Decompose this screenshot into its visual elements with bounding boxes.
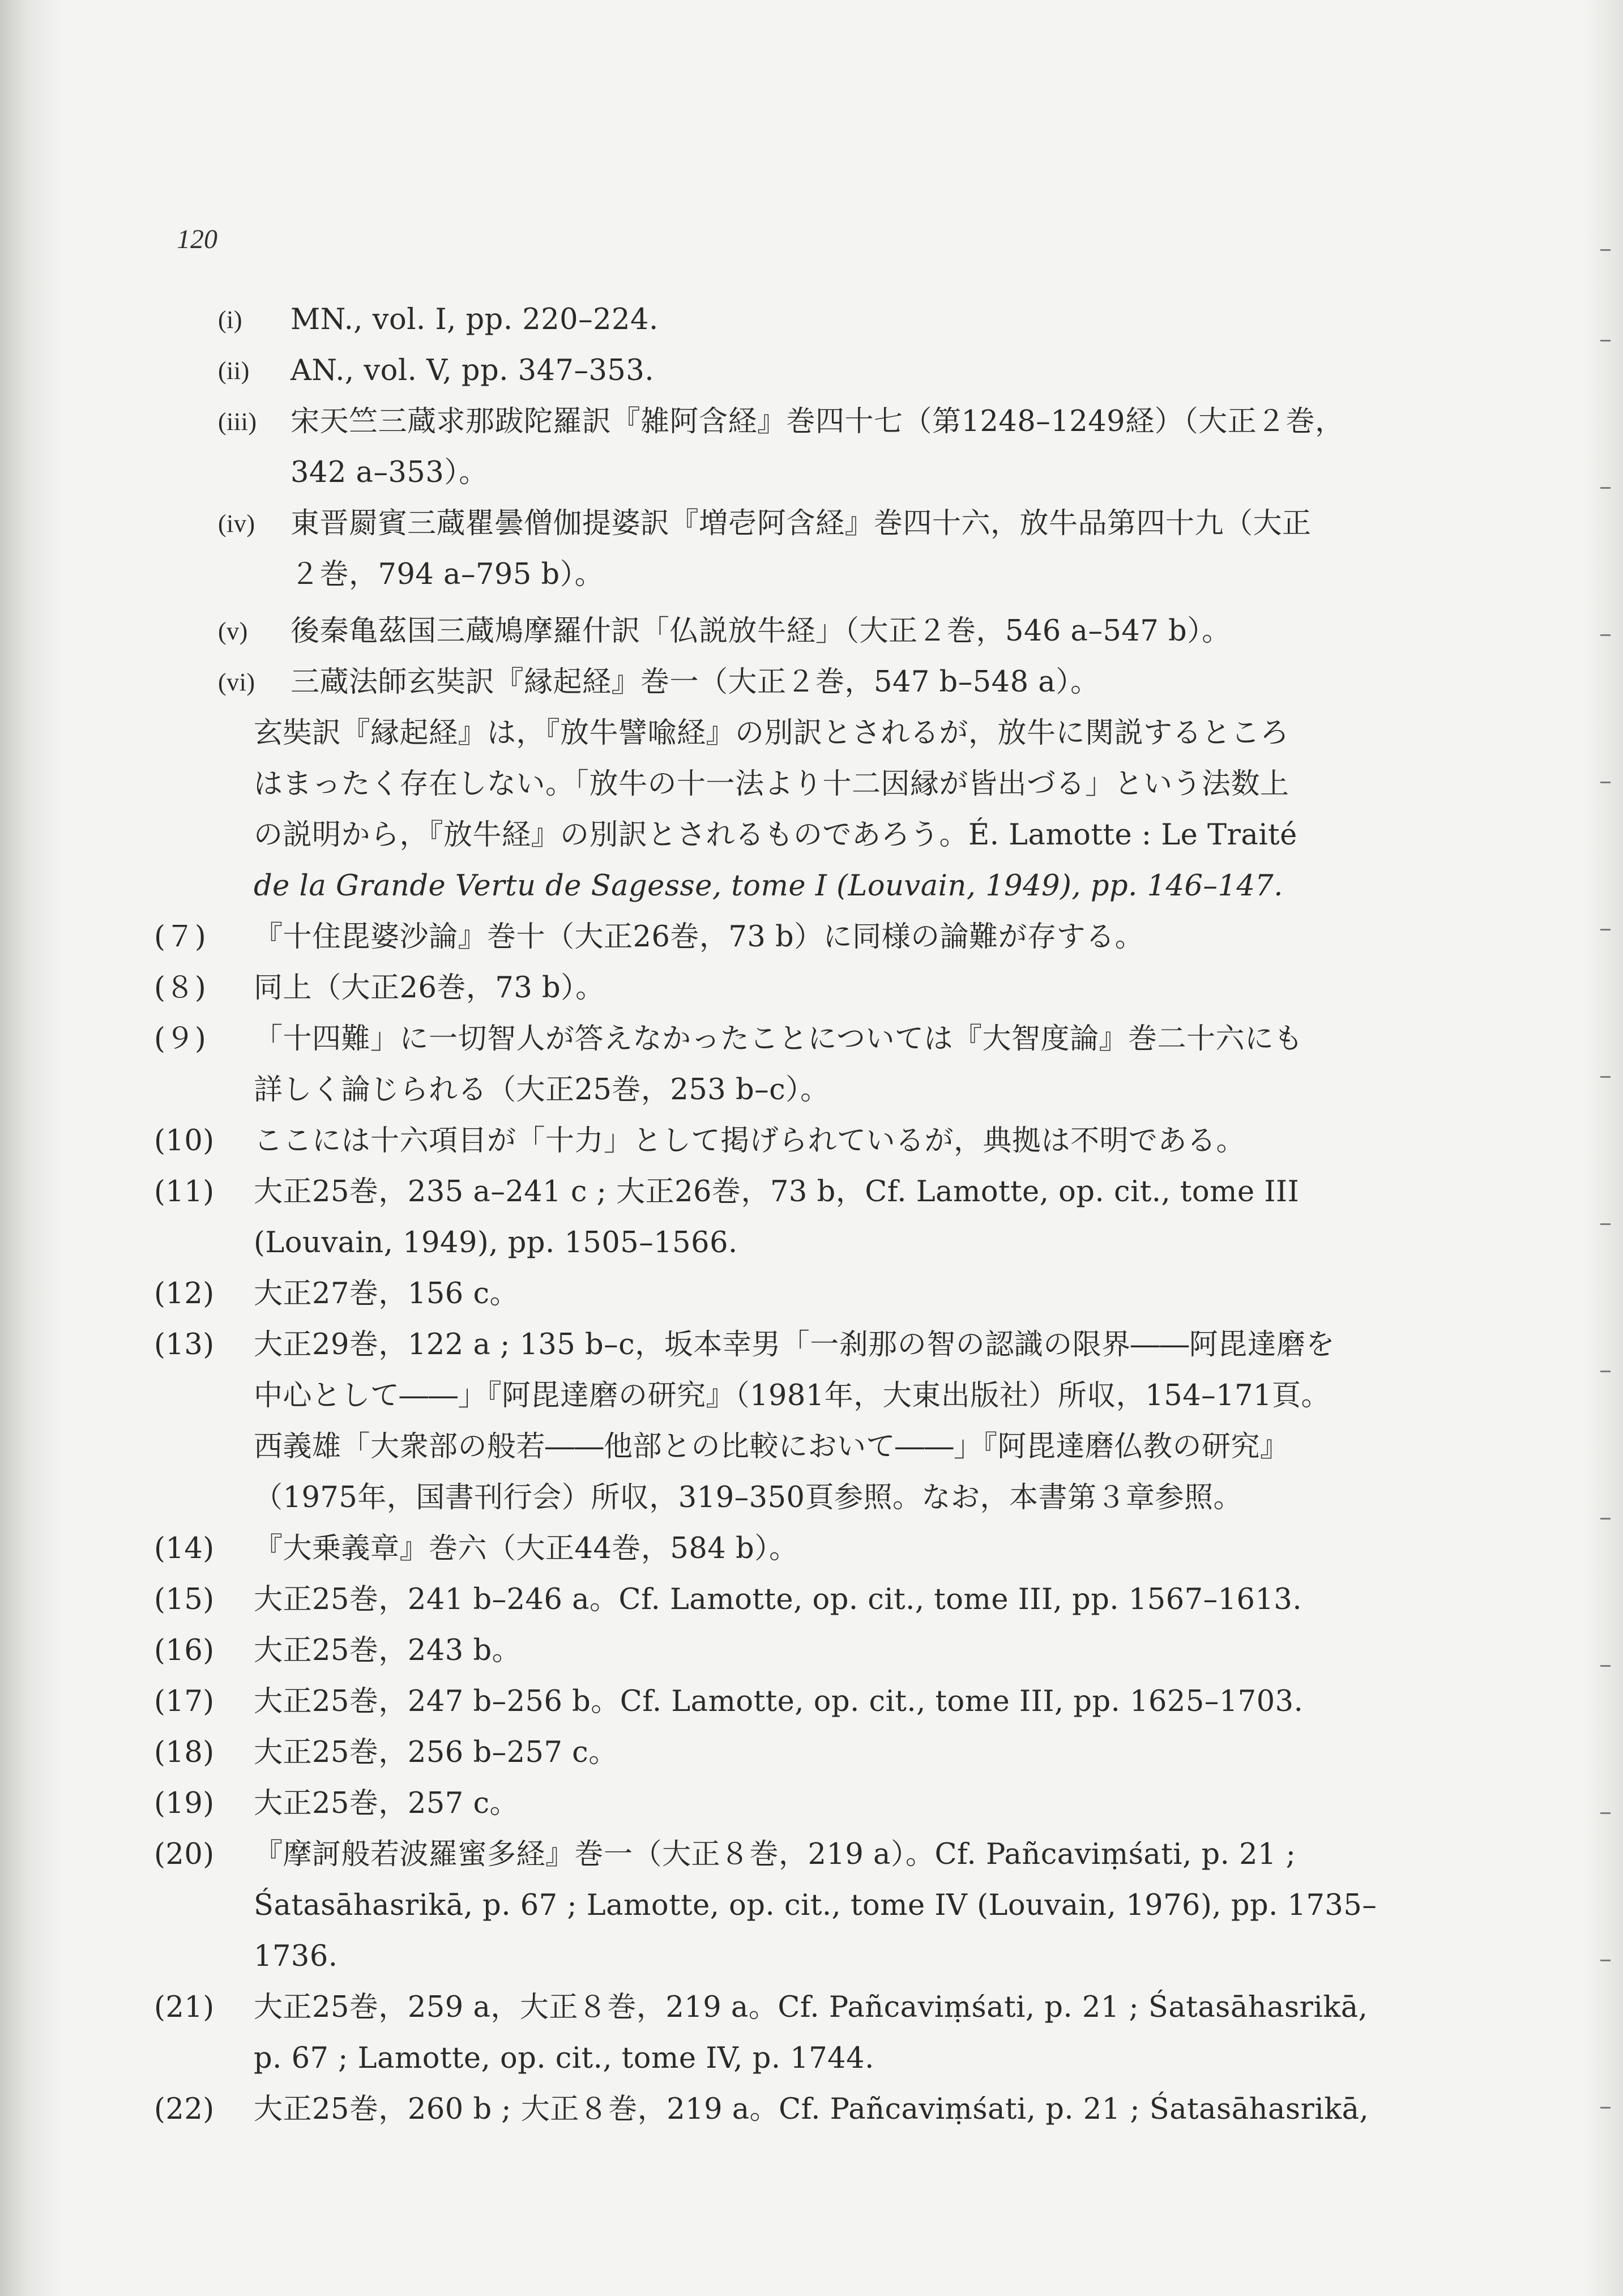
note-label: (v) (218, 617, 248, 645)
paragraph-line: 玄奘訳『縁起経』は，『放牛譬喩経』の別訳とされるが，放牛に関説するところ (254, 716, 1289, 750)
scan-shadow-left (0, 0, 62, 2296)
note-text-cont: p. 67 ; Lamotte, op. cit., tome IV, p. 1744. (254, 2042, 874, 2075)
note-label: (19) (154, 1787, 215, 1820)
note-text: 大正25巻，241 b–246 a。Cf. Lamotte, op. cit., tome III, pp. 1567–1613. (254, 1583, 1302, 1616)
note-text: 三蔵法師玄奘訳『縁起経』巻一（大正２巻，547 b–548 a）。 (291, 665, 1100, 699)
note-text: 『大乗義章』巻六（大正44巻，584 b）。 (254, 1532, 798, 1565)
note-text-cont: Śatasāhasrikā, p. 67 ; Lamotte, op. cit., tome IV (Louvain, 1976), pp. 1735– (254, 1889, 1377, 1922)
note-text-cont: (Louvain, 1949), pp. 1505–1566. (254, 1226, 738, 1260)
note-text: ここには十六項目が「十力」として掲げられているが，典拠は不明である。 (254, 1124, 1246, 1158)
note-text-cont: 中心として――」『阿毘達磨の研究』（1981年，大東出版社）所収，154–171頁。 (254, 1379, 1330, 1412)
paragraph-line: de la Grande Vertu de Sagesse, tome I (Louvain, 1949), pp. 146–147. (254, 869, 1283, 903)
scan-shadow-right (1583, 0, 1623, 2296)
note-text: 同上（大正26巻，73 b）。 (254, 971, 605, 1005)
note-label: (18) (154, 1736, 215, 1769)
note-label: (vi) (218, 668, 255, 696)
note-text-cont: 西義雄「大衆部の般若――他部との比較において――」『阿毘達磨仏教の研究』 (254, 1430, 1289, 1463)
note-label: (17) (154, 1685, 215, 1718)
paragraph-line: はまったく存在しない。「放牛の十一法より十二因縁が皆出づる」という法数上 (254, 767, 1289, 801)
note-label: (15) (154, 1583, 215, 1616)
page-number: 120 (177, 224, 217, 254)
note-text: AN., vol. V, pp. 347–353. (291, 354, 655, 387)
note-text: 大正25巻，247 b–256 b。Cf. Lamotte, op. cit., tome III, pp. 1625–1703. (254, 1685, 1304, 1718)
note-label: (i) (218, 306, 243, 334)
note-text: 宋天竺三蔵求那跋陀羅訳『雑阿含経』巻四十七（第1248–1249経）（大正２巻， (291, 405, 1344, 438)
note-label: (16) (154, 1634, 215, 1667)
note-text: 後秦亀茲国三蔵鳩摩羅什訳「仏説放牛経」（大正２巻，546 a–547 b）。 (291, 614, 1231, 648)
note-text-cont: 342 a–353）。 (291, 456, 488, 489)
note-label: (10) (154, 1124, 215, 1158)
note-text: 大正25巻，256 b–257 c。 (254, 1736, 618, 1769)
note-text: 大正25巻，260 b ; 大正８巻，219 a。Cf. Pañcaviṃśati, p. 21 ; Śatasāhasrikā, (254, 2093, 1369, 2126)
note-text-cont: ２巻，794 a–795 b）。 (291, 558, 604, 591)
note-label: (14) (154, 1532, 215, 1565)
note-label: (ii) (218, 357, 250, 385)
note-label: (22) (154, 2093, 215, 2126)
note-text-cont: （1975年，国書刊行会）所収，319–350頁参照。なお，本書第３章参照。 (254, 1481, 1242, 1514)
note-label: (21) (154, 1991, 215, 2024)
note-label: (９) (154, 1022, 207, 1056)
note-label: (iii) (218, 408, 257, 436)
note-label: (８) (154, 971, 207, 1005)
note-label: (７) (154, 920, 207, 954)
note-text: 『摩訶般若波羅蜜多経』巻一（大正８巻，219 a）。Cf. Pañcaviṃśati, p. 21 ; (254, 1838, 1296, 1871)
note-text-cont: 1736. (254, 1940, 338, 1973)
note-text: 大正27巻，156 c。 (254, 1277, 519, 1311)
note-text: 東晋罽賓三蔵瞿曇僧伽提婆訳『増壱阿含経』巻四十六，放牛品第四十九（大正 (291, 507, 1312, 540)
note-label: (20) (154, 1838, 215, 1871)
paragraph-line: の説明から，『放牛経』の別訳とされるものであろう。É. Lamotte : Le Traité (254, 818, 1297, 852)
note-label: (11) (154, 1175, 215, 1209)
note-text: 「十四難」に一切智人が答えなかったことについては『大智度論』巻二十六にも (254, 1022, 1303, 1056)
note-label: (13) (154, 1328, 215, 1362)
note-text: 大正25巻，235 a–241 c ; 大正26巻，73 b，Cf. Lamotte, op. cit., tome III (254, 1175, 1300, 1209)
note-text: 『十住毘婆沙論』巻十（大正26巻，73 b）に同様の論難が存する。 (254, 920, 1144, 954)
note-text: 大正25巻，257 c。 (254, 1787, 519, 1820)
note-text: 大正25巻，259 a，大正８巻，219 a。Cf. Pañcaviṃśati, p. 21 ; Śatasāhasrikā, (254, 1991, 1368, 2024)
note-text-cont: 詳しく論じられる（大正25巻，253 b–c）。 (254, 1073, 830, 1107)
note-text: 大正25巻，243 b。 (254, 1634, 522, 1667)
note-text: MN., vol. I, pp. 220–224. (291, 303, 659, 336)
note-label: (iv) (218, 510, 255, 537)
note-text: 大正29巻，122 a ; 135 b–c，坂本幸男「一刹那の智の認識の限界――阿毘達磨を (254, 1328, 1335, 1362)
note-label: (12) (154, 1277, 215, 1311)
